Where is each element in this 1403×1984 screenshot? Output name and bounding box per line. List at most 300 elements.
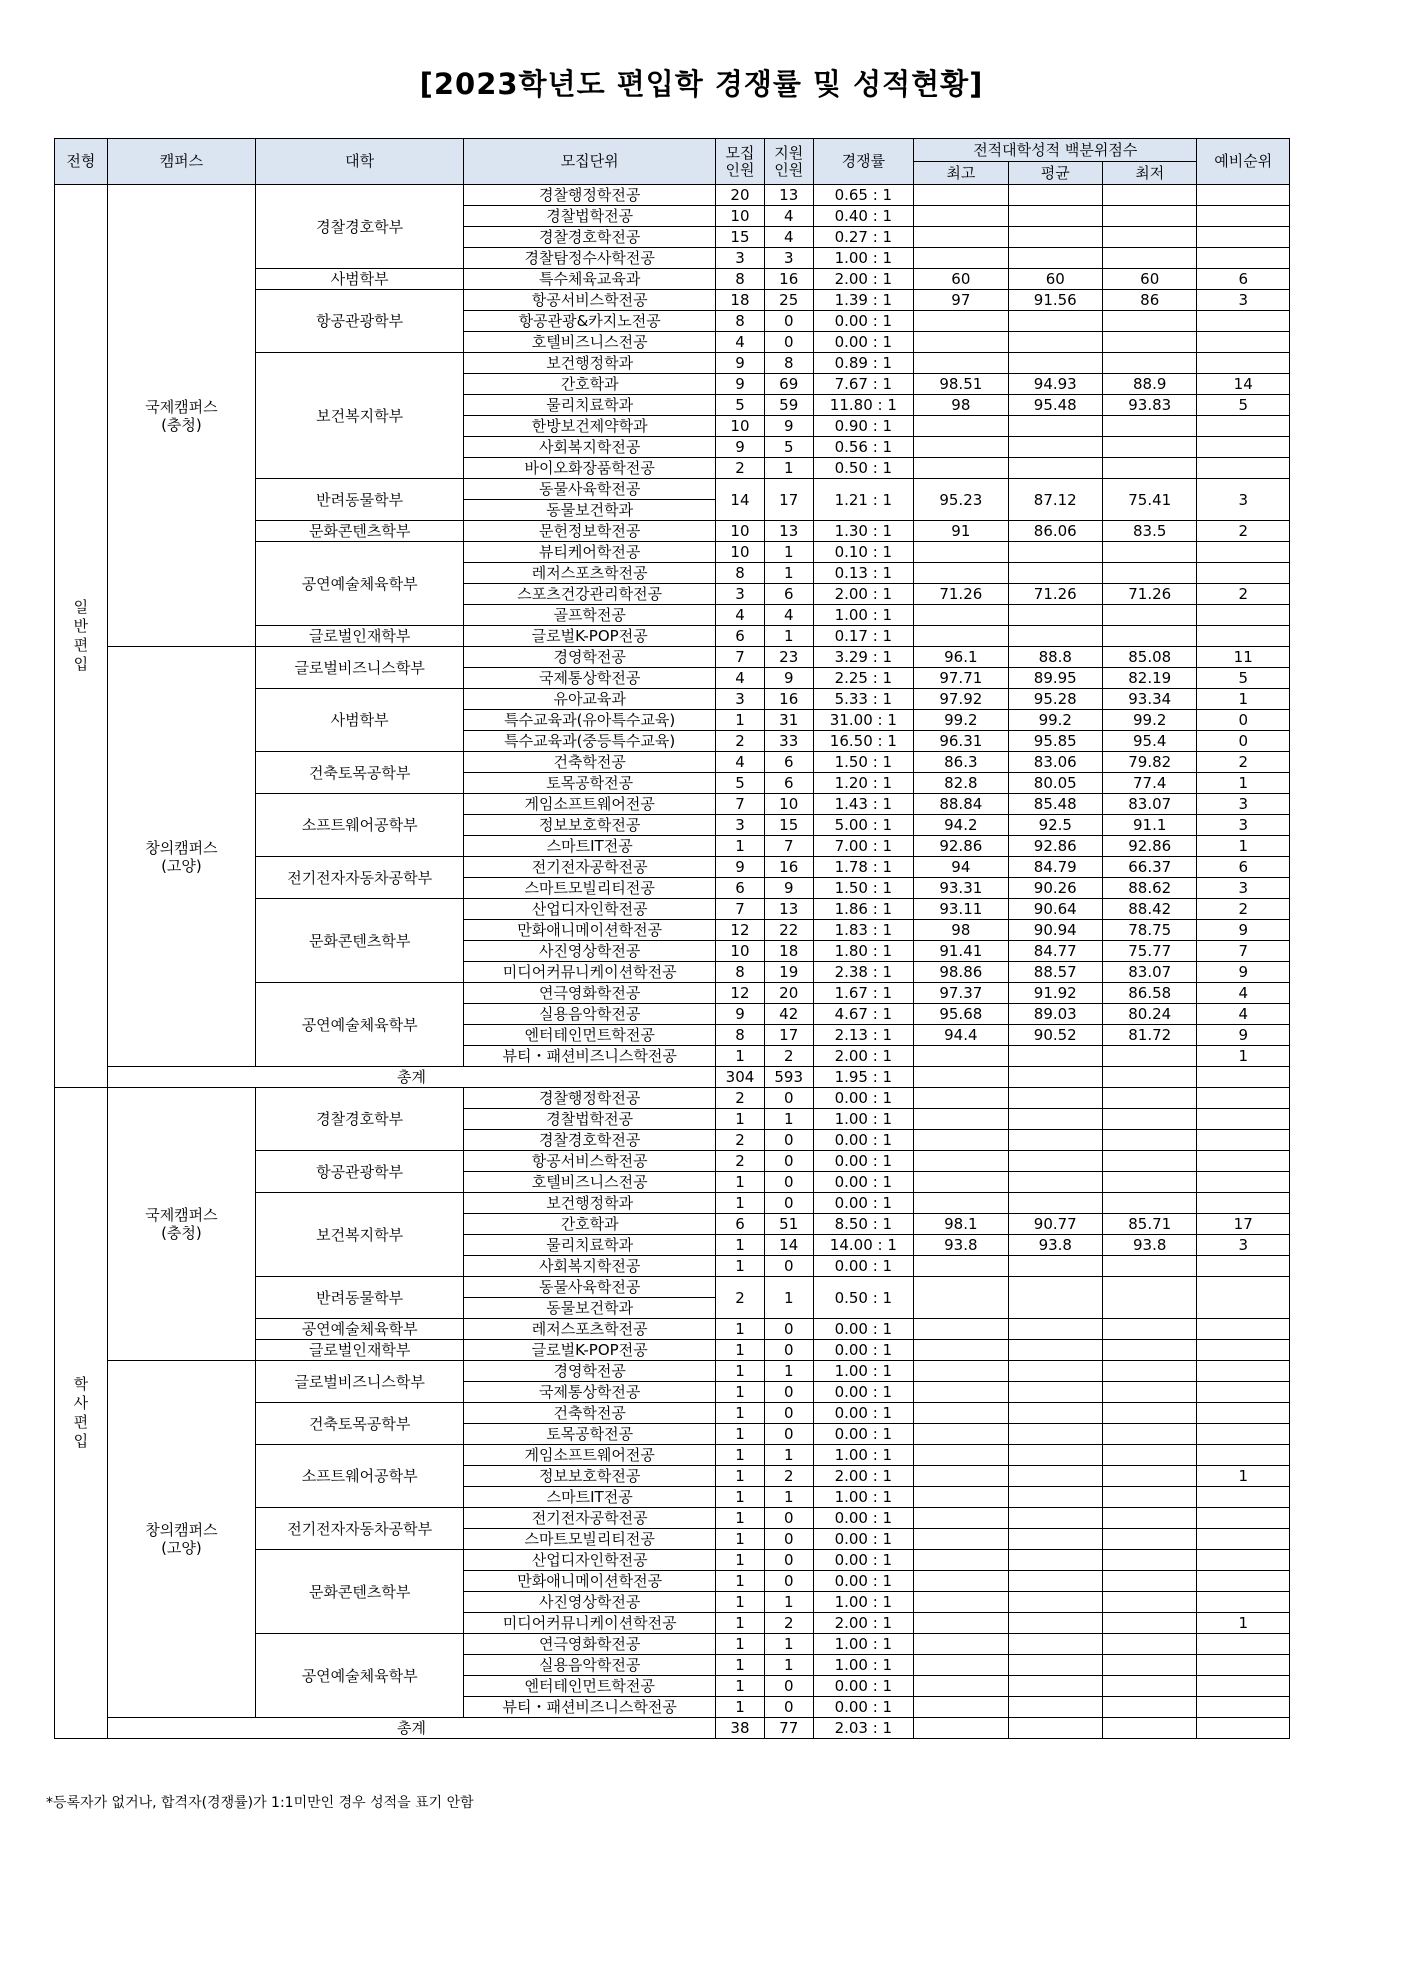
quota-cell: 1: [716, 1424, 765, 1445]
quota-cell: 8: [716, 962, 765, 983]
college-cell: 전기전자자동차공학부: [256, 1508, 464, 1550]
table-row: [55, 185, 1290, 206]
applicants-cell: 4: [764, 605, 813, 626]
waitlist-cell: [1197, 1130, 1290, 1151]
score-avg-cell: [1008, 1256, 1102, 1277]
unit-cell: 엔터테인먼트학전공: [464, 1676, 716, 1697]
score-min-cell: 93.83: [1102, 395, 1196, 416]
score-min-cell: [1102, 1193, 1196, 1214]
ratio-cell: 1.00 : 1: [813, 1109, 914, 1130]
score-avg-cell: 85.48: [1008, 794, 1102, 815]
score-avg-cell: [1008, 1088, 1102, 1109]
score-max-cell: 99.2: [914, 710, 1008, 731]
applicants-cell: 1: [764, 1109, 813, 1130]
quota-cell: 3: [716, 248, 765, 269]
quota-cell: 1: [716, 1172, 765, 1193]
applicants-cell: 59: [764, 395, 813, 416]
applicants-cell: 16: [764, 269, 813, 290]
ratio-cell: 1.67 : 1: [813, 983, 914, 1004]
waitlist-cell: 1: [1197, 1466, 1290, 1487]
ratio-cell: 7.00 : 1: [813, 836, 914, 857]
applicants-cell: 1: [764, 1487, 813, 1508]
score-min-cell: [1102, 1634, 1196, 1655]
applicants-cell: 15: [764, 815, 813, 836]
score-min-cell: 78.75: [1102, 920, 1196, 941]
applicants-cell: 0: [764, 1550, 813, 1571]
score-avg-cell: [1008, 1403, 1102, 1424]
score-avg-cell: [1008, 1319, 1102, 1340]
unit-cell: 경찰경호학전공: [464, 1130, 716, 1151]
applicants-cell: 0: [764, 1571, 813, 1592]
applicants-cell: 33: [764, 731, 813, 752]
waitlist-cell: [1197, 1571, 1290, 1592]
score-min-cell: 80.24: [1102, 1004, 1196, 1025]
header-score-max: 최고: [914, 162, 1008, 185]
header-waitlist: 예비순위: [1197, 139, 1290, 185]
score-avg-cell: 60: [1008, 269, 1102, 290]
score-max-cell: [914, 563, 1008, 584]
unit-cell: 경찰행정학전공: [464, 1088, 716, 1109]
college-cell: 사범학부: [256, 269, 464, 290]
applicants-cell: 10: [764, 794, 813, 815]
unit-cell: 골프학전공: [464, 605, 716, 626]
score-avg-cell: [1008, 1109, 1102, 1130]
college-cell: 반려동물학부: [256, 479, 464, 521]
score-min-cell: [1102, 353, 1196, 374]
unit-cell: 레저스포츠학전공: [464, 1319, 716, 1340]
ratio-cell: 2.13 : 1: [813, 1025, 914, 1046]
college-cell: 반려동물학부: [256, 1277, 464, 1319]
score-min-cell: 86.58: [1102, 983, 1196, 1004]
score-max-cell: 97.92: [914, 689, 1008, 710]
applicants-cell: 1: [764, 458, 813, 479]
quota-cell: 10: [716, 206, 765, 227]
footnote: *등록자가 없거나, 합격자(경쟁률)가 1:1미만인 경우 성적을 표기 안함: [46, 1795, 474, 1811]
score-max-cell: [914, 1382, 1008, 1403]
ratio-cell: 0.00 : 1: [813, 1130, 914, 1151]
score-max-cell: [914, 1424, 1008, 1445]
score-min-cell: [1102, 1361, 1196, 1382]
quota-cell: 4: [716, 668, 765, 689]
applicants-cell: 20: [764, 983, 813, 1004]
waitlist-cell: 1: [1197, 773, 1290, 794]
score-max-cell: [914, 1193, 1008, 1214]
waitlist-cell: 1: [1197, 689, 1290, 710]
ratio-cell: 2.00 : 1: [813, 1046, 914, 1067]
applicants-cell: 13: [764, 521, 813, 542]
score-min-cell: [1102, 1466, 1196, 1487]
unit-cell: 간호학과: [464, 374, 716, 395]
applicants-cell: 14: [764, 1235, 813, 1256]
score-avg-cell: [1008, 1445, 1102, 1466]
score-max-cell: 92.86: [914, 836, 1008, 857]
score-max-cell: [914, 1529, 1008, 1550]
score-min-cell: 83.07: [1102, 962, 1196, 983]
score-max-cell: [914, 1151, 1008, 1172]
score-min-cell: 75.41: [1102, 479, 1196, 521]
header-score-min: 최저: [1102, 162, 1196, 185]
score-min-cell: [1102, 416, 1196, 437]
ratio-cell: 0.00 : 1: [813, 1088, 914, 1109]
quota-cell: 10: [716, 941, 765, 962]
applicants-cell: 2: [764, 1046, 813, 1067]
score-max-cell: 98: [914, 395, 1008, 416]
score-max-cell: 95.68: [914, 1004, 1008, 1025]
unit-cell: 만화애니메이션학전공: [464, 1571, 716, 1592]
score-max-cell: 98.1: [914, 1214, 1008, 1235]
waitlist-cell: 3: [1197, 815, 1290, 836]
quota-cell: 1: [716, 1256, 765, 1277]
ratio-cell: 0.00 : 1: [813, 1529, 914, 1550]
score-min-cell: [1102, 1340, 1196, 1361]
waitlist-cell: [1197, 563, 1290, 584]
ratio-cell: 2.00 : 1: [813, 1613, 914, 1634]
score-max-cell: [914, 1109, 1008, 1130]
college-cell: 공연예술체육학부: [256, 1634, 464, 1718]
college-cell: 항공관광학부: [256, 290, 464, 353]
waitlist-cell: 3: [1197, 794, 1290, 815]
score-avg-cell: [1008, 1655, 1102, 1676]
unit-cell: 사진영상학전공: [464, 1592, 716, 1613]
score-avg-cell: [1008, 1529, 1102, 1550]
unit-cell: 국제통상학전공: [464, 668, 716, 689]
score-avg-cell: 92.5: [1008, 815, 1102, 836]
waitlist-cell: 17: [1197, 1214, 1290, 1235]
quota-cell: 1: [716, 1592, 765, 1613]
applicants-cell: 2: [764, 1466, 813, 1487]
score-max-cell: 91: [914, 521, 1008, 542]
score-max-cell: 88.84: [914, 794, 1008, 815]
score-avg-cell: [1008, 248, 1102, 269]
waitlist-cell: [1197, 311, 1290, 332]
unit-cell: 뷰티・패션비즈니스학전공: [464, 1046, 716, 1067]
ratio-cell: 0.00 : 1: [813, 332, 914, 353]
applicants-cell: 22: [764, 920, 813, 941]
total-quota: 304: [716, 1067, 765, 1088]
score-min-cell: [1102, 311, 1196, 332]
quota-cell: 18: [716, 290, 765, 311]
score-max-cell: [914, 1550, 1008, 1571]
ratio-cell: 1.00 : 1: [813, 1361, 914, 1382]
college-cell: 경찰경호학부: [256, 185, 464, 269]
applicants-cell: 1: [764, 1445, 813, 1466]
waitlist-cell: [1197, 1403, 1290, 1424]
quota-cell: 12: [716, 920, 765, 941]
ratio-cell: 1.43 : 1: [813, 794, 914, 815]
ratio-cell: 0.00 : 1: [813, 1193, 914, 1214]
applicants-cell: 0: [764, 1676, 813, 1697]
college-cell: 항공관광학부: [256, 1151, 464, 1193]
score-min-cell: [1102, 1697, 1196, 1718]
quota-cell: 14: [716, 479, 765, 521]
quota-cell: 2: [716, 1151, 765, 1172]
campus-cell: 국제캠퍼스 (충청): [107, 185, 255, 647]
applicants-cell: 0: [764, 1256, 813, 1277]
total-applicants: 77: [764, 1718, 813, 1739]
score-avg-cell: 95.85: [1008, 731, 1102, 752]
unit-cell: 경영학전공: [464, 647, 716, 668]
total-applicants: 593: [764, 1067, 813, 1088]
college-cell: 건축토목공학부: [256, 752, 464, 794]
applicants-cell: 6: [764, 752, 813, 773]
type-cell: 일 반 편 입: [55, 185, 108, 1088]
score-max-cell: [914, 1676, 1008, 1697]
unit-cell: 문헌정보학전공: [464, 521, 716, 542]
quota-cell: 1: [716, 1655, 765, 1676]
ratio-cell: 2.00 : 1: [813, 269, 914, 290]
score-min-cell: [1102, 1676, 1196, 1697]
score-avg-cell: 90.77: [1008, 1214, 1102, 1235]
quota-cell: 3: [716, 689, 765, 710]
applicants-cell: 23: [764, 647, 813, 668]
ratio-cell: 0.00 : 1: [813, 1697, 914, 1718]
score-avg-cell: 80.05: [1008, 773, 1102, 794]
unit-cell: 사회복지학전공: [464, 1256, 716, 1277]
total-row: [55, 1067, 1290, 1088]
waitlist-cell: [1197, 206, 1290, 227]
score-min-cell: [1102, 605, 1196, 626]
campus-cell: 창의캠퍼스 (고양): [107, 1361, 255, 1718]
waitlist-cell: [1197, 1172, 1290, 1193]
unit-cell: 스마트모빌리티전공: [464, 878, 716, 899]
score-min-cell: [1102, 1550, 1196, 1571]
score-avg-cell: [1008, 1193, 1102, 1214]
ratio-cell: 1.00 : 1: [813, 1655, 914, 1676]
quota-cell: 9: [716, 857, 765, 878]
waitlist-cell: [1197, 1592, 1290, 1613]
score-min-cell: [1102, 437, 1196, 458]
unit-cell: 글로벌K-POP전공: [464, 1340, 716, 1361]
score-avg-cell: 83.06: [1008, 752, 1102, 773]
applicants-cell: 8: [764, 353, 813, 374]
score-max-cell: [914, 1613, 1008, 1634]
score-max-cell: 91.41: [914, 941, 1008, 962]
ratio-cell: 1.21 : 1: [813, 479, 914, 521]
quota-cell: 1: [716, 710, 765, 731]
college-cell: 보건복지학부: [256, 1193, 464, 1277]
waitlist-cell: [1197, 1256, 1290, 1277]
waitlist-cell: [1197, 1109, 1290, 1130]
total-row: [55, 1718, 1290, 1739]
score-min-cell: 92.86: [1102, 836, 1196, 857]
score-min-cell: 60: [1102, 269, 1196, 290]
unit-cell: 토목공학전공: [464, 773, 716, 794]
unit-cell: 정보보호학전공: [464, 1466, 716, 1487]
score-max-cell: 93.8: [914, 1235, 1008, 1256]
total-quota: 38: [716, 1718, 765, 1739]
total-waitlist: [1197, 1067, 1290, 1088]
unit-cell: 동물사육학전공: [464, 1277, 716, 1298]
score-avg-cell: 92.86: [1008, 836, 1102, 857]
college-cell: 경찰경호학부: [256, 1088, 464, 1151]
header-score-avg: 평균: [1008, 162, 1102, 185]
score-max-cell: [914, 1466, 1008, 1487]
total-score-avg: [1008, 1067, 1102, 1088]
quota-cell: 10: [716, 542, 765, 563]
unit-cell: 레저스포츠학전공: [464, 563, 716, 584]
score-max-cell: 98: [914, 920, 1008, 941]
unit-cell: 스포츠건강관리학전공: [464, 584, 716, 605]
score-avg-cell: [1008, 1508, 1102, 1529]
quota-cell: 1: [716, 1235, 765, 1256]
waitlist-cell: [1197, 353, 1290, 374]
waitlist-cell: [1197, 1361, 1290, 1382]
score-max-cell: 96.1: [914, 647, 1008, 668]
college-cell: 전기전자자동차공학부: [256, 857, 464, 899]
ratio-cell: 0.00 : 1: [813, 1382, 914, 1403]
ratio-cell: 11.80 : 1: [813, 395, 914, 416]
score-max-cell: 93.11: [914, 899, 1008, 920]
unit-cell: 게임소프트웨어전공: [464, 794, 716, 815]
score-avg-cell: 89.03: [1008, 1004, 1102, 1025]
ratio-cell: 0.00 : 1: [813, 1571, 914, 1592]
ratio-cell: 1.00 : 1: [813, 1487, 914, 1508]
score-avg-cell: [1008, 1613, 1102, 1634]
quota-cell: 2: [716, 1130, 765, 1151]
waitlist-cell: 3: [1197, 290, 1290, 311]
applicants-cell: 1: [764, 626, 813, 647]
score-avg-cell: 94.93: [1008, 374, 1102, 395]
ratio-cell: 1.30 : 1: [813, 521, 914, 542]
score-min-cell: [1102, 1046, 1196, 1067]
score-max-cell: 95.23: [914, 479, 1008, 521]
waitlist-cell: [1197, 1676, 1290, 1697]
unit-cell: 사진영상학전공: [464, 941, 716, 962]
ratio-cell: 1.50 : 1: [813, 878, 914, 899]
ratio-cell: 0.17 : 1: [813, 626, 914, 647]
score-min-cell: 85.08: [1102, 647, 1196, 668]
applicants-cell: 0: [764, 1403, 813, 1424]
unit-cell: 실용음악학전공: [464, 1004, 716, 1025]
unit-cell: 항공관광&카지노전공: [464, 311, 716, 332]
score-min-cell: 93.8: [1102, 1235, 1196, 1256]
unit-cell: 사회복지학전공: [464, 437, 716, 458]
ratio-cell: 0.00 : 1: [813, 1424, 914, 1445]
score-max-cell: [914, 416, 1008, 437]
score-max-cell: 97: [914, 290, 1008, 311]
score-min-cell: [1102, 1445, 1196, 1466]
ratio-cell: 0.65 : 1: [813, 185, 914, 206]
applicants-cell: 1: [764, 1655, 813, 1676]
waitlist-cell: 9: [1197, 920, 1290, 941]
quota-cell: 1: [716, 1340, 765, 1361]
score-max-cell: 96.31: [914, 731, 1008, 752]
score-max-cell: [914, 1256, 1008, 1277]
waitlist-cell: [1197, 1340, 1290, 1361]
header-type: 전형: [55, 139, 108, 185]
ratio-cell: 31.00 : 1: [813, 710, 914, 731]
score-min-cell: [1102, 185, 1196, 206]
waitlist-cell: 3: [1197, 479, 1290, 521]
college-cell: 문화콘텐츠학부: [256, 521, 464, 542]
score-avg-cell: [1008, 1571, 1102, 1592]
ratio-cell: 0.50 : 1: [813, 458, 914, 479]
score-max-cell: [914, 227, 1008, 248]
quota-cell: 8: [716, 269, 765, 290]
unit-cell: 특수교육과(유아특수교육): [464, 710, 716, 731]
quota-cell: 3: [716, 815, 765, 836]
waitlist-cell: [1197, 416, 1290, 437]
score-min-cell: [1102, 1172, 1196, 1193]
quota-cell: 1: [716, 1445, 765, 1466]
quota-cell: 1: [716, 1403, 765, 1424]
unit-cell: 만화애니메이션학전공: [464, 920, 716, 941]
waitlist-cell: [1197, 185, 1290, 206]
applicants-cell: 1: [764, 542, 813, 563]
total-score-max: [914, 1067, 1008, 1088]
score-avg-cell: 88.57: [1008, 962, 1102, 983]
score-avg-cell: [1008, 1172, 1102, 1193]
quota-cell: 5: [716, 395, 765, 416]
score-avg-cell: [1008, 437, 1102, 458]
score-min-cell: [1102, 332, 1196, 353]
score-max-cell: 98.86: [914, 962, 1008, 983]
score-max-cell: [914, 1487, 1008, 1508]
score-max-cell: [914, 1361, 1008, 1382]
ratio-cell: 1.78 : 1: [813, 857, 914, 878]
ratio-cell: 1.00 : 1: [813, 605, 914, 626]
ratio-cell: 0.89 : 1: [813, 353, 914, 374]
table-row: [55, 1361, 1290, 1382]
score-avg-cell: [1008, 1466, 1102, 1487]
quota-cell: 6: [716, 1214, 765, 1235]
score-min-cell: 79.82: [1102, 752, 1196, 773]
college-cell: 글로벌비즈니스학부: [256, 647, 464, 689]
score-avg-cell: 91.92: [1008, 983, 1102, 1004]
score-avg-cell: [1008, 542, 1102, 563]
quota-cell: 4: [716, 332, 765, 353]
applicants-cell: 3: [764, 248, 813, 269]
score-max-cell: [914, 1340, 1008, 1361]
score-max-cell: 82.8: [914, 773, 1008, 794]
waitlist-cell: [1197, 626, 1290, 647]
ratio-cell: 1.83 : 1: [813, 920, 914, 941]
unit-cell: 뷰티・패션비즈니스학전공: [464, 1697, 716, 1718]
header-score-group: 전적대학성적 백분위점수: [914, 139, 1197, 162]
ratio-cell: 0.27 : 1: [813, 227, 914, 248]
waitlist-cell: 1: [1197, 1613, 1290, 1634]
score-avg-cell: 99.2: [1008, 710, 1102, 731]
unit-cell: 보건행정학과: [464, 353, 716, 374]
waitlist-cell: [1197, 542, 1290, 563]
score-min-cell: [1102, 1130, 1196, 1151]
quota-cell: 1: [716, 1613, 765, 1634]
unit-cell: 연극영화학전공: [464, 983, 716, 1004]
quota-cell: 1: [716, 1550, 765, 1571]
unit-cell: 특수교육과(중등특수교육): [464, 731, 716, 752]
score-min-cell: 82.19: [1102, 668, 1196, 689]
waitlist-cell: 1: [1197, 1046, 1290, 1067]
score-min-cell: [1102, 248, 1196, 269]
unit-cell: 동물사육학전공: [464, 479, 716, 500]
score-max-cell: [914, 626, 1008, 647]
unit-cell: 전기전자공학전공: [464, 857, 716, 878]
ratio-cell: 1.50 : 1: [813, 752, 914, 773]
ratio-cell: 1.00 : 1: [813, 1445, 914, 1466]
quota-cell: 1: [716, 1046, 765, 1067]
page-title: [2023학년도 편입학 경쟁률 및 성적현황]: [419, 67, 984, 101]
score-min-cell: 77.4: [1102, 773, 1196, 794]
score-min-cell: [1102, 1109, 1196, 1130]
score-min-cell: [1102, 1424, 1196, 1445]
ratio-cell: 0.00 : 1: [813, 1319, 914, 1340]
quota-cell: 1: [716, 1109, 765, 1130]
unit-cell: 스마트모빌리티전공: [464, 1529, 716, 1550]
unit-cell: 엔터테인먼트학전공: [464, 1025, 716, 1046]
applicants-cell: 0: [764, 1424, 813, 1445]
quota-cell: 15: [716, 227, 765, 248]
applicants-cell: 0: [764, 1319, 813, 1340]
